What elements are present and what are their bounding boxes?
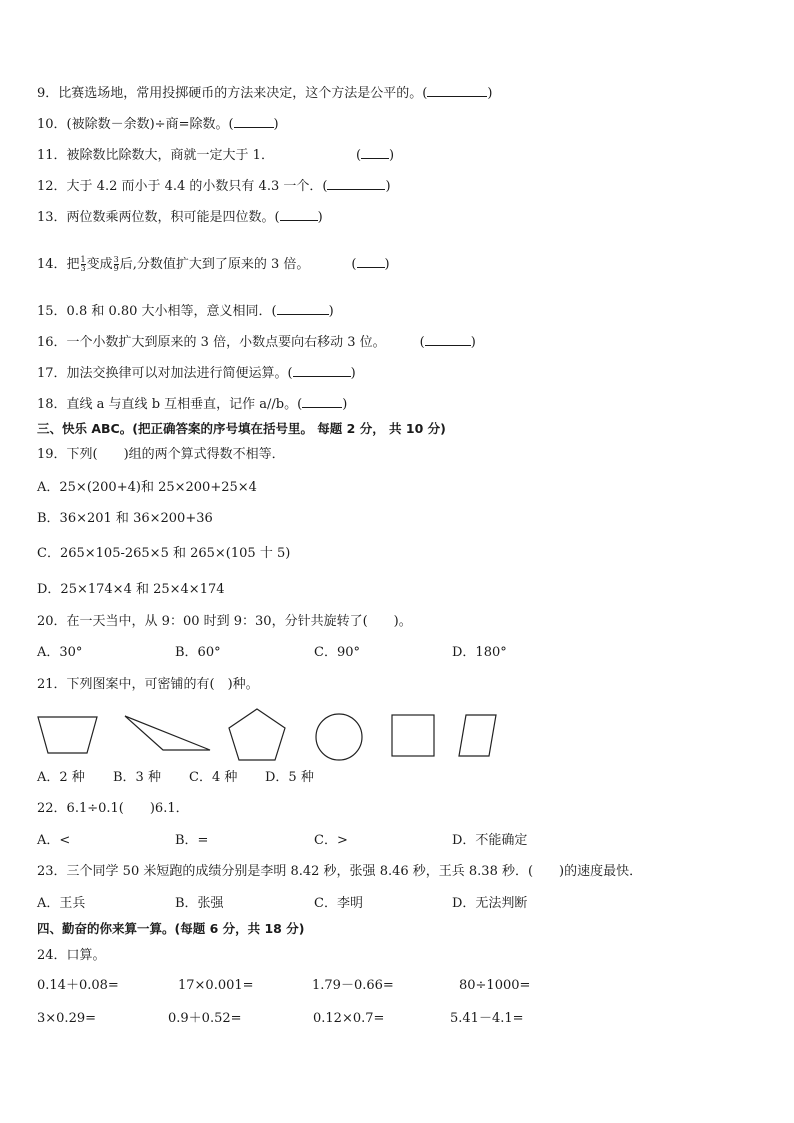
answer-blank[interactable]: [302, 395, 342, 408]
question-23-option-a[interactable]: A．王兵: [37, 896, 86, 911]
question-14: 14．把 $\frac{1}{3}$ 变成 $\frac{3}{9}$ 后,分数值扩大到了原来的 3 倍。 ( ): [37, 255, 390, 273]
paren-close: ): [273, 117, 279, 132]
square-shape: [392, 715, 434, 756]
question-20-option-b[interactable]: B．60°: [175, 645, 221, 660]
pentagon-shape: [229, 709, 285, 760]
question-22-stem: 22．6.1÷0.1( )6.1．: [37, 801, 189, 816]
paren-close: ): [470, 335, 476, 350]
answer-blank[interactable]: [234, 115, 274, 128]
answer-blank[interactable]: [427, 84, 487, 97]
mental-math-4[interactable]: 80÷1000=: [459, 978, 531, 993]
question-text: 12．大于 4.2 而小于 4.4 的小数只有 4.3 一个．(: [37, 179, 328, 194]
paren-open: (: [419, 335, 425, 350]
mental-math-1[interactable]: 0.14＋0.08=: [37, 978, 119, 993]
trapezoid-shape: [38, 717, 97, 753]
paren-close: ): [342, 397, 348, 412]
question-9: [37, 84, 492, 102]
question-text: 13．两位数乘两位数，积可能是四位数。(: [37, 210, 280, 225]
answer-blank[interactable]: [361, 146, 389, 159]
paren-close: ): [389, 148, 395, 163]
section-3-title: 三、快乐 ABC。(把正确答案的序号填在括号里。 每题 2 分， 共 10 分): [37, 421, 446, 436]
section-4-title: 四、勤奋的你来算一算。(每题 6 分，共 18 分): [37, 921, 305, 936]
question-11: [37, 146, 394, 164]
mental-math-7[interactable]: 0.12×0.7=: [313, 1011, 385, 1026]
question-20-option-d[interactable]: D．180°: [452, 645, 507, 660]
paren-close: ): [328, 304, 334, 319]
answer-blank[interactable]: [327, 177, 385, 190]
question-21-stem: 21．下列图案中，可密铺的有( )种。: [37, 677, 259, 692]
mental-math-3[interactable]: 1.79－0.66=: [312, 978, 394, 993]
question-22-option-c[interactable]: C．>: [314, 833, 348, 848]
question-20-option-a[interactable]: A．30°: [37, 645, 83, 660]
question-text: 17．加法交换律可以对加法进行简便运算。(: [37, 366, 293, 381]
answer-blank[interactable]: [280, 208, 318, 221]
question-20-option-c[interactable]: C．90°: [314, 645, 360, 660]
question-19-option-d[interactable]: D．25×174×4 和 25×4×174: [37, 582, 225, 597]
paren-close: ): [350, 366, 356, 381]
question-21-option-b[interactable]: B．3 种: [113, 770, 161, 785]
answer-blank[interactable]: [357, 255, 385, 268]
question-21-option-c[interactable]: C．4 种: [189, 770, 238, 785]
question-text: 18．直线 a 与直线 b 互相垂直，记作 a//b。(: [37, 397, 303, 412]
question-23-option-b[interactable]: B．张强: [175, 896, 224, 911]
question-text: 14．把: [37, 257, 80, 272]
question-20-stem: 20．在一天当中，从 9：00 时到 9：30，分针共旋转了( )。: [37, 614, 412, 629]
question-19-option-c[interactable]: C．265×105-265×5 和 265×(105 十 5): [37, 546, 291, 561]
question-21-option-a[interactable]: A．2 种: [37, 770, 85, 785]
question-13: [37, 208, 323, 226]
question-23-stem: 23．三个同学 50 米短跑的成绩分别是李明 8.42 秒，张强 8.46 秒，王兵 8.38 秒．( )的速度最快．: [37, 864, 643, 879]
circle-shape: [316, 714, 362, 760]
question-15: [37, 302, 334, 320]
answer-blank[interactable]: [425, 333, 471, 346]
question-text: 11．被除数比除数大，商就一定大于 1．: [37, 148, 274, 163]
question-16: [37, 333, 476, 351]
paren-open: (: [355, 148, 362, 163]
answer-blank[interactable]: [293, 364, 351, 377]
paren-close: ): [384, 257, 390, 272]
paren-open: (: [351, 257, 357, 272]
question-19-option-a[interactable]: A．25×(200+4)和 25×200+25×4: [37, 480, 257, 495]
paren-close: ): [317, 210, 323, 225]
mental-math-2[interactable]: 17×0.001=: [178, 978, 254, 993]
question-22-option-a[interactable]: A．<: [37, 833, 71, 848]
question-10: [37, 115, 279, 133]
question-24-stem: 24．口算。: [37, 948, 106, 963]
paren-close: ): [385, 179, 391, 194]
question-22-option-b[interactable]: B．=: [175, 833, 209, 848]
question-22-option-d[interactable]: D．不能确定: [452, 833, 528, 848]
question-text: 15．0.8 和 0.80 大小相等，意义相同．(: [37, 304, 277, 319]
question-23-option-d[interactable]: D．无法判断: [452, 896, 528, 911]
paren-close: ): [487, 86, 493, 101]
answer-blank[interactable]: [277, 302, 329, 315]
triangle-shape: [125, 716, 210, 750]
fraction-three-ninths: $\frac{3}{9}$: [113, 255, 119, 273]
fraction-one-third: $\frac{1}{3}$: [80, 255, 86, 273]
mental-math-6[interactable]: 0.9＋0.52=: [168, 1011, 242, 1026]
question-23-option-c[interactable]: C．李明: [314, 896, 363, 911]
question-21-option-d[interactable]: D．5 种: [265, 770, 314, 785]
question-19-option-b[interactable]: B．36×201 和 36×200+36: [37, 511, 213, 526]
question-text: 16．一个小数扩大到原来的 3 倍，小数点要向右移动 3 位。: [37, 335, 386, 350]
mental-math-8[interactable]: 5.41－4.1=: [450, 1011, 524, 1026]
question-19-stem: 19．下列( )组的两个算式得数不相等．: [37, 447, 285, 462]
parallelogram-shape: [459, 715, 496, 756]
question-12: [37, 177, 391, 195]
question-18: [37, 395, 347, 413]
question-17: [37, 364, 356, 382]
question-text: 10．(被除数－余数)÷商=除数。(: [37, 117, 234, 132]
question-text: 9．比赛选场地，常用投掷硬币的方法来决定，这个方法是公平的。(: [37, 86, 428, 101]
tessellation-shapes: [30, 705, 510, 765]
mental-math-5[interactable]: 3×0.29=: [37, 1011, 97, 1026]
